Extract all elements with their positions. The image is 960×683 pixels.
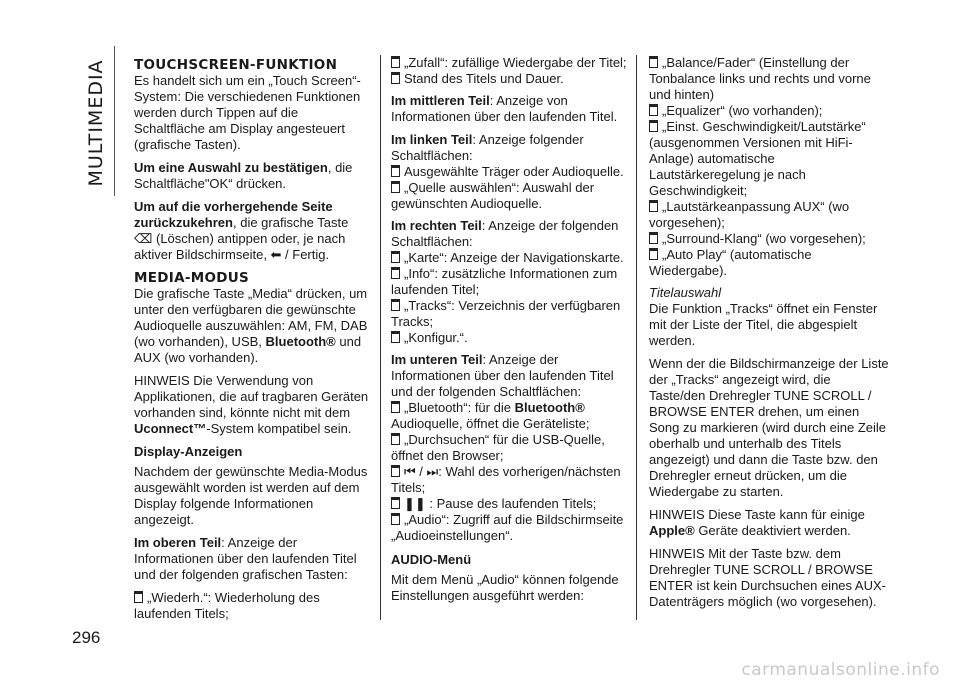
checkbox-icon — [391, 299, 400, 311]
paragraph: Mit dem Menü „Audio“ können folgende Einstellungen ausgeführt werden: — [391, 572, 619, 603]
checkbox-icon — [391, 465, 400, 477]
checkbox-icon — [649, 56, 658, 68]
checkbox-icon — [391, 165, 400, 177]
list-item: „Auto Play“ (automatische Wiedergabe). — [649, 247, 812, 278]
list-item: „Zufall“: zufällige Wiedergabe der Titel; — [391, 55, 628, 71]
checkbox-icon — [391, 401, 400, 413]
list-item: „Konfigur.“. — [391, 330, 628, 346]
checkbox-icon — [391, 267, 400, 279]
side-rule — [114, 46, 115, 196]
column-3 — [649, 55, 889, 617]
column-divider-2 — [636, 55, 637, 620]
note: HINWEIS Mit der Taste bzw. dem Drehregler TUNE SCROLL / BROWSE ENTER ist kein Durchsuchen eines AUX-Datenträgers möglich (wo vorgesehen). — [649, 546, 886, 609]
paragraph: Es handelt sich um ein „Touch Screen“-System: Die verschiedenen Funktionen werden durch Tippen auf die Schaltfläche am Display angesteuert (grafische Tasten). — [134, 73, 361, 152]
list-item: „Einst. Geschwindigkeit/Lautstärke“ (ausgenommen Versionen mit HiFi-Anlage) automatische Lautstärkeregelung je nach Geschwindigkeit; — [649, 119, 866, 198]
list-item: „Surround-Klang“ (wo vorgesehen); — [649, 231, 889, 247]
list-item: „Durchsuchen“ für die USB-Quelle, öffnet den Browser; — [391, 432, 605, 463]
list-item: ❚❚ : Pause des laufenden Titels; — [391, 496, 628, 512]
list-item: „Equalizer“ (wo vorhanden); — [649, 103, 889, 119]
checkbox-icon — [649, 104, 658, 116]
checkbox-icon — [391, 331, 400, 343]
paragraph: Im unteren Teil: Anzeige der Informationen über den laufenden Titel und der folgenden Schaltflächen: — [391, 352, 614, 399]
checkbox-icon — [391, 181, 400, 193]
checkbox-icon — [649, 120, 658, 132]
list-item: „Balance/Fader“ (Einstellung der Tonbalance links und rechts und vorne und hinten) — [649, 55, 871, 102]
checkbox-icon — [391, 56, 400, 68]
list-item: „Karte“: Anzeige der Navigationskarte. — [391, 250, 628, 266]
paragraph: Die grafische Taste „Media“ drücken, um unter den verfügbaren die gewünschte Audioquelle auszuwählen: AM, FM, DAB (wo vorhanden), USB, Bluetooth® und AUX (wo vorhanden). — [134, 286, 368, 365]
paragraph: Nachdem der gewünschte Media-Modus ausgewählt worden ist werden auf dem Display folgende Informationen angezeigt. — [134, 464, 368, 527]
list-item: ⏮ / ⏭: Wahl des vorherigen/nächsten Titels; — [391, 464, 621, 495]
checkbox-icon — [391, 251, 400, 263]
paragraph: Im rechten Teil: Anzeige der folgenden Schaltflächen: — [391, 218, 619, 249]
checkbox-icon — [391, 433, 400, 445]
checkbox-icon — [391, 497, 400, 509]
list-item: „Bluetooth“: für die Bluetooth® Audioquelle, öffnet die Geräteliste; — [391, 400, 590, 431]
column-1 — [134, 55, 370, 622]
paragraph: Wenn der die Bildschirmanzeige der Liste der „Tracks“ angezeigt wird, die Taste/den Drehregler TUNE SCROLL / BROWSE ENTER drehen, um einen Song zu markieren (wird durch eine Zeile oberhalb und unterhalb des Titels angezeigt) und dann die Taste bzw. den Drehregler erneut drücken, um die Wiedergabe zu starten. — [649, 356, 889, 499]
paragraph: Um eine Auswahl zu bestätigen, die Schaltfläche"OK“ drücken. — [134, 160, 353, 191]
page-number: 296 — [72, 628, 101, 647]
watermark: carmanualsonline.info — [741, 660, 940, 680]
list-item: „Info“: zusätzliche Informationen zum laufenden Titel; — [391, 266, 618, 297]
chapter-side-label — [76, 48, 116, 198]
paragraph: Um auf die vorhergehende Seite zurückzukehren, die grafische Taste ⌫ (Löschen) antippen oder, je nach aktiver Bildschirmseite, ⬅ / Fertig. — [134, 199, 349, 262]
list-item: „Quelle auswählen“: Auswahl der gewünschten Audioquelle. — [391, 180, 595, 211]
column-2 — [391, 55, 628, 611]
note: HINWEIS Diese Taste kann für einige Apple® Geräte deaktiviert werden. — [649, 507, 865, 538]
checkbox-icon — [391, 72, 400, 84]
checkbox-icon — [649, 248, 658, 260]
list-item: Stand des Titels und Dauer. — [391, 71, 628, 87]
paragraph: Im oberen Teil: Anzeige der Informationen über den laufenden Titel und der folgenden grafischen Tasten: — [134, 535, 357, 582]
checkbox-icon — [649, 232, 658, 244]
subheading-italic: Titelauswahl — [649, 285, 722, 300]
checkbox-icon — [649, 200, 658, 212]
chapter-title: MULTIMEDIA — [85, 59, 107, 187]
list-item: Ausgewählte Träger oder Audioquelle. — [391, 164, 628, 180]
subheading: Display-Anzeigen — [134, 444, 243, 459]
column-divider-1 — [380, 55, 381, 620]
subheading: AUDIO-Menü — [391, 552, 472, 567]
list-item: „Wiederh.“: Wiederholung des laufenden Titels; — [134, 590, 320, 621]
list-item: „Tracks“: Verzeichnis der verfügbaren Tracks; — [391, 298, 621, 329]
heading-touchscreen: TOUCHSCREEN-FUNKTION — [134, 57, 338, 73]
list-item: „Lautstärkeanpassung AUX“ (wo vorgesehen); — [649, 199, 850, 230]
paragraph: Im linken Teil: Anzeige folgender Schaltflächen: — [391, 132, 584, 163]
note: HINWEIS Die Verwendung von Applikationen, die auf tragbaren Geräten vorhanden sind, könnte nicht mit dem Uconnect™-System kompatibel sein. — [134, 373, 369, 436]
paragraph: Die Funktion „Tracks“ öffnet ein Fenster mit der Liste der Titel, die abgespielt werden. — [649, 301, 878, 348]
paragraph: Im mittleren Teil: Anzeige von Informationen über den laufenden Titel. — [391, 93, 618, 124]
list-item: „Audio“: Zugriff auf die Bildschirmseite „Audioeinstellungen“. — [391, 512, 624, 543]
heading-media-modus: MEDIA-MODUS — [134, 270, 250, 286]
checkbox-icon — [391, 513, 400, 525]
checkbox-icon — [134, 591, 143, 603]
